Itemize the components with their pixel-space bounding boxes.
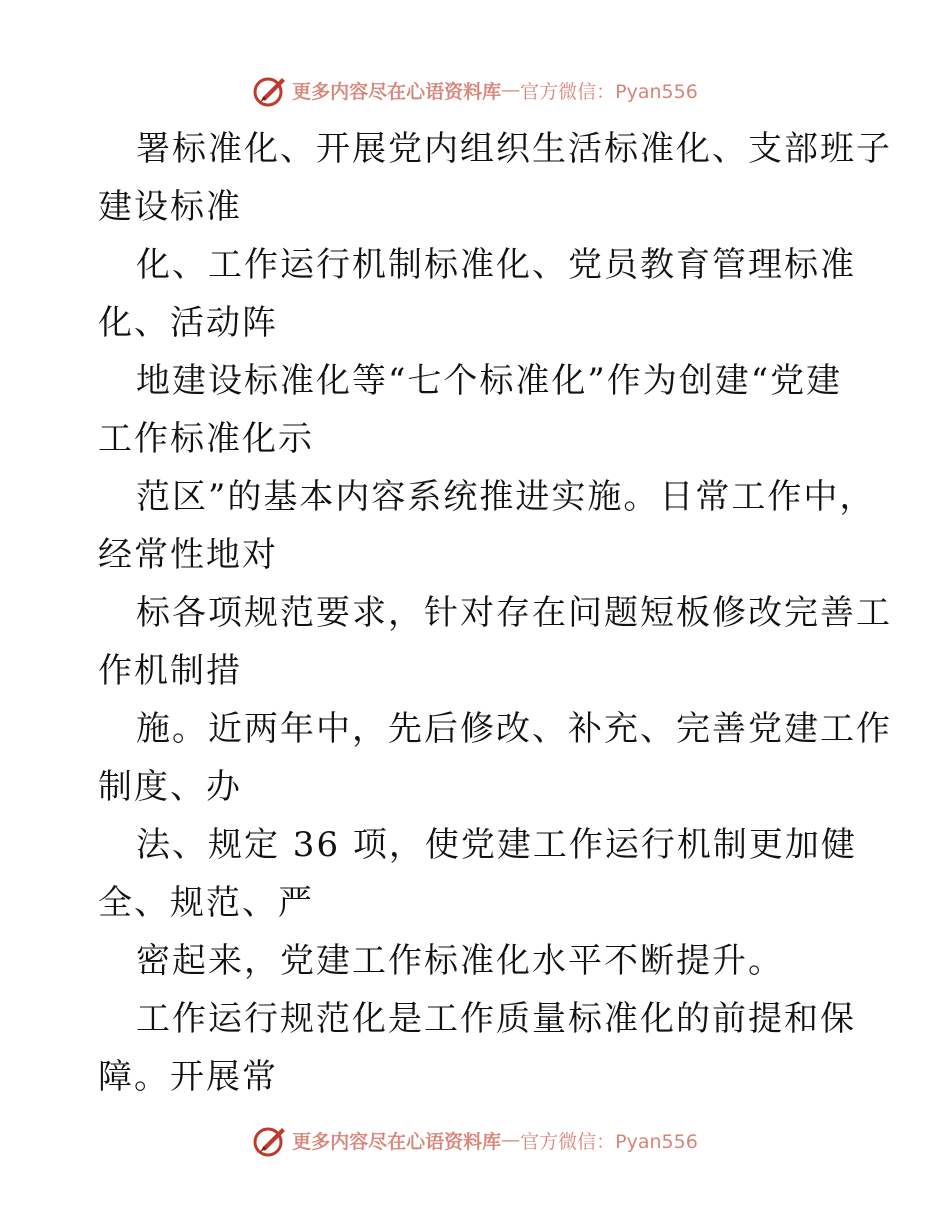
watermark-wechat-text: 官方微信：Pyan556 bbox=[520, 80, 698, 103]
quill-logo-icon bbox=[252, 72, 288, 108]
text-line: 工作运行规范化是工作质量标准化的前提和保 bbox=[136, 999, 856, 1039]
watermark-separator: — bbox=[501, 79, 521, 101]
text-line: 制度、办 bbox=[98, 767, 242, 807]
text-line: 建设标准 bbox=[98, 187, 242, 227]
text-line: 地建设标准化等“七个标准化”作为创建“党建 bbox=[136, 361, 843, 401]
text-line: 化、活动阵 bbox=[98, 303, 278, 343]
quill-logo-icon bbox=[252, 1122, 288, 1158]
text-line: 全、规范、严 bbox=[98, 883, 314, 923]
watermark-main-text: 更多内容尽在心语资料库 bbox=[292, 1130, 502, 1153]
watermark-main-text: 更多内容尽在心语资料库 bbox=[292, 80, 502, 103]
text-line: 密起来，党建工作标准化水平不断提升。 bbox=[136, 941, 784, 981]
text-line: 障。开展常 bbox=[98, 1057, 278, 1097]
text-line: 经常性地对 bbox=[98, 535, 278, 575]
text-line: 化、工作运行机制标准化、党员教育管理标准 bbox=[136, 245, 856, 285]
footer-watermark bbox=[0, 1120, 950, 1160]
watermark-separator: — bbox=[501, 1129, 521, 1151]
header-watermark bbox=[0, 70, 950, 110]
text-line: 署标准化、开展党内组织生活标准化、支部班子 bbox=[136, 129, 892, 169]
text-line: 作机制措 bbox=[98, 651, 242, 691]
watermark-wechat-text: 官方微信：Pyan556 bbox=[520, 1130, 698, 1153]
text-line: 工作标准化示 bbox=[98, 419, 314, 459]
text-line: 法、规定 36 项，使党建工作运行机制更加健 bbox=[136, 825, 857, 865]
text-line: 范区”的基本内容系统推进实施。日常工作中， bbox=[136, 477, 876, 517]
text-line: 标各项规范要求，针对存在问题短板修改完善工 bbox=[136, 593, 892, 633]
document-body bbox=[98, 120, 892, 1106]
text-line: 施。近两年中，先后修改、补充、完善党建工作 bbox=[136, 709, 892, 749]
